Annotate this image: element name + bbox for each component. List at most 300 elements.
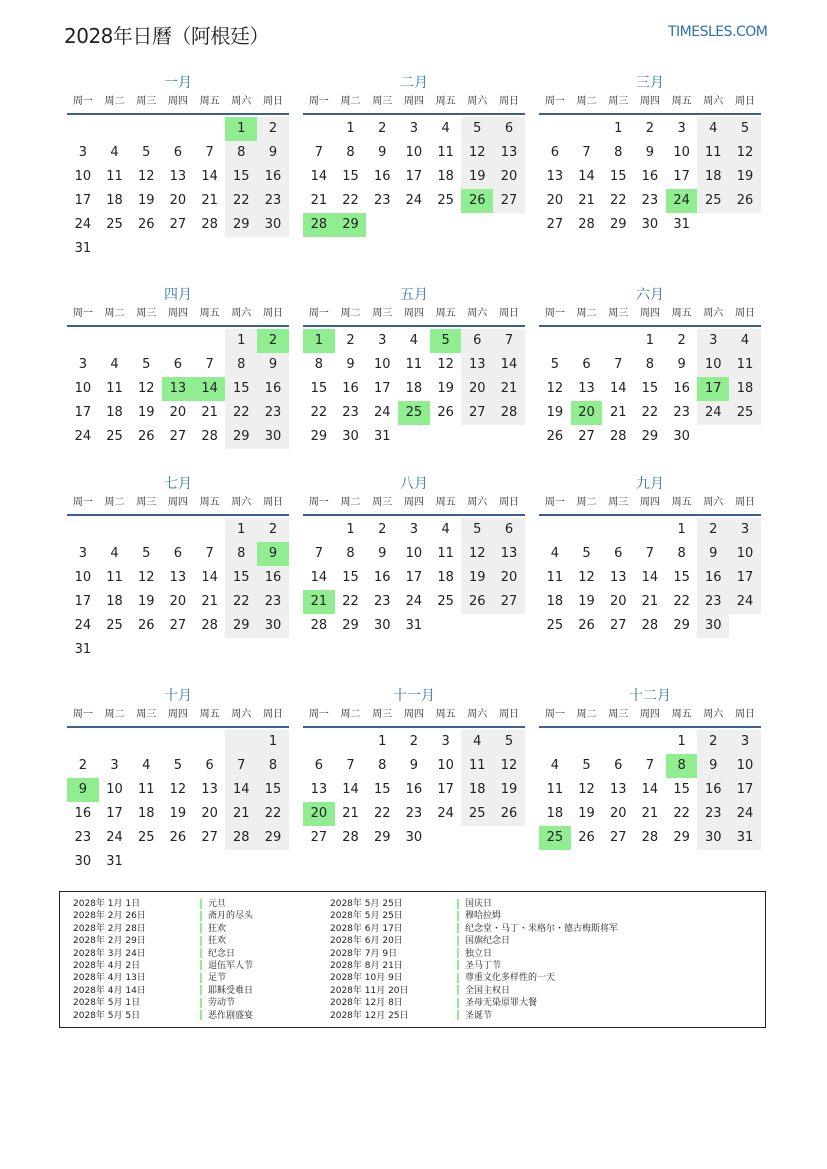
day-cell[interactable]: 30: [697, 826, 729, 850]
day-cell[interactable]: 10: [74, 169, 92, 184]
day-cell[interactable]: 2: [409, 734, 419, 749]
day-cell[interactable]: 27: [169, 618, 187, 633]
day-cell[interactable]: 5: [461, 117, 493, 141]
day-cell[interactable]: 17: [729, 566, 761, 590]
day-cell[interactable]: 22: [225, 189, 257, 213]
day-cell[interactable]: 3: [409, 522, 419, 537]
day-cell[interactable]: 2: [645, 121, 655, 136]
day-cell[interactable]: 26: [437, 405, 454, 420]
day-cell[interactable]: 3: [677, 121, 686, 136]
day-cell[interactable]: 30: [697, 614, 729, 638]
day-cell[interactable]: 24: [74, 217, 92, 232]
day-cell[interactable]: 12: [461, 141, 493, 165]
day-cell[interactable]: 29: [225, 213, 257, 237]
day-cell[interactable]: 20: [461, 377, 493, 401]
day-cell[interactable]: 25: [546, 618, 564, 633]
day-cell[interactable]: 26: [137, 217, 155, 232]
day-cell-holiday[interactable]: 29: [335, 213, 367, 237]
day-cell[interactable]: 18: [546, 806, 564, 821]
day-cell[interactable]: 12: [461, 542, 493, 566]
day-cell[interactable]: 28: [578, 217, 595, 232]
day-cell[interactable]: 31: [673, 217, 690, 232]
day-cell[interactable]: 31: [729, 826, 761, 850]
day-cell[interactable]: 15: [225, 165, 257, 189]
day-cell[interactable]: 6: [582, 357, 591, 372]
day-cell[interactable]: 3: [729, 518, 761, 542]
day-cell[interactable]: 27: [546, 217, 564, 232]
day-cell-holiday[interactable]: 5: [430, 329, 462, 353]
day-cell[interactable]: 28: [609, 429, 627, 444]
day-cell[interactable]: 29: [225, 614, 257, 638]
day-cell-holiday[interactable]: 1: [303, 329, 335, 353]
day-cell[interactable]: 2: [378, 121, 387, 136]
day-cell[interactable]: 28: [493, 401, 525, 425]
day-cell[interactable]: 23: [257, 590, 289, 614]
day-cell[interactable]: 12: [137, 169, 155, 184]
day-cell[interactable]: 23: [257, 401, 289, 425]
day-cell[interactable]: 18: [697, 165, 729, 189]
day-cell[interactable]: 23: [697, 802, 729, 826]
day-cell[interactable]: 31: [74, 642, 92, 657]
day-cell[interactable]: 14: [342, 782, 359, 797]
day-cell[interactable]: 29: [225, 425, 257, 449]
day-cell[interactable]: 22: [342, 193, 359, 208]
day-cell[interactable]: 10: [697, 353, 729, 377]
day-cell[interactable]: 4: [461, 730, 493, 754]
day-cell[interactable]: 11: [546, 570, 564, 585]
site-logo[interactable]: TIMESLES.COM: [668, 24, 768, 40]
day-cell-holiday[interactable]: 13: [162, 377, 194, 401]
day-cell[interactable]: 18: [729, 377, 761, 401]
day-cell[interactable]: 12: [578, 570, 595, 585]
day-cell[interactable]: 18: [437, 570, 454, 585]
day-cell[interactable]: 13: [609, 570, 627, 585]
day-cell[interactable]: 27: [609, 830, 627, 845]
day-cell[interactable]: 24: [373, 405, 391, 420]
day-cell[interactable]: 25: [437, 193, 454, 208]
day-cell[interactable]: 13: [493, 542, 525, 566]
day-cell[interactable]: 22: [673, 806, 690, 821]
day-cell[interactable]: 21: [201, 405, 218, 420]
day-cell[interactable]: 28: [310, 618, 328, 633]
day-cell[interactable]: 1: [346, 522, 355, 537]
day-cell[interactable]: 22: [373, 806, 391, 821]
day-cell[interactable]: 14: [578, 169, 595, 184]
day-cell[interactable]: 16: [697, 566, 729, 590]
day-cell[interactable]: 30: [405, 830, 423, 845]
day-cell[interactable]: 20: [169, 405, 187, 420]
day-cell[interactable]: 8: [346, 546, 355, 561]
day-cell[interactable]: 16: [257, 165, 289, 189]
day-cell[interactable]: 1: [614, 121, 623, 136]
day-cell[interactable]: 5: [142, 546, 151, 561]
day-cell[interactable]: 30: [342, 429, 359, 444]
day-cell[interactable]: 11: [137, 782, 155, 797]
day-cell[interactable]: 11: [106, 570, 123, 585]
day-cell-holiday[interactable]: 25: [398, 401, 430, 425]
day-cell[interactable]: 25: [106, 429, 123, 444]
day-cell[interactable]: 26: [137, 618, 155, 633]
day-cell[interactable]: 31: [106, 854, 123, 869]
day-cell[interactable]: 8: [614, 145, 623, 160]
day-cell[interactable]: 27: [201, 830, 218, 845]
day-cell[interactable]: 21: [310, 193, 328, 208]
day-cell[interactable]: 7: [314, 145, 323, 160]
day-cell[interactable]: 26: [169, 830, 187, 845]
day-cell[interactable]: 7: [614, 357, 623, 372]
day-cell[interactable]: 24: [405, 594, 423, 609]
day-cell-holiday[interactable]: 26: [461, 189, 493, 213]
day-cell[interactable]: 12: [169, 782, 187, 797]
day-cell[interactable]: 18: [106, 193, 123, 208]
day-cell[interactable]: 22: [257, 802, 289, 826]
day-cell[interactable]: 11: [697, 141, 729, 165]
day-cell[interactable]: 8: [645, 357, 655, 372]
day-cell[interactable]: 25: [437, 594, 454, 609]
day-cell[interactable]: 10: [373, 357, 391, 372]
day-cell[interactable]: 15: [342, 169, 359, 184]
day-cell[interactable]: 11: [461, 754, 493, 778]
day-cell[interactable]: 16: [342, 381, 359, 396]
day-cell[interactable]: 8: [225, 141, 257, 165]
day-cell[interactable]: 3: [110, 758, 119, 773]
day-cell[interactable]: 27: [169, 217, 187, 232]
day-cell[interactable]: 8: [346, 145, 355, 160]
day-cell[interactable]: 7: [645, 758, 655, 773]
day-cell[interactable]: 18: [106, 594, 123, 609]
day-cell[interactable]: 13: [169, 169, 187, 184]
day-cell[interactable]: 28: [342, 830, 359, 845]
day-cell[interactable]: 10: [729, 754, 761, 778]
day-cell[interactable]: 9: [378, 546, 387, 561]
day-cell[interactable]: 23: [257, 189, 289, 213]
day-cell[interactable]: 5: [582, 758, 591, 773]
day-cell[interactable]: 28: [201, 217, 218, 232]
day-cell[interactable]: 6: [173, 357, 183, 372]
day-cell[interactable]: 16: [673, 381, 690, 396]
day-cell[interactable]: 26: [137, 429, 155, 444]
day-cell[interactable]: 24: [74, 618, 92, 633]
day-cell[interactable]: 27: [493, 590, 525, 614]
day-cell[interactable]: 5: [142, 145, 151, 160]
day-cell[interactable]: 7: [493, 329, 525, 353]
day-cell[interactable]: 14: [493, 353, 525, 377]
day-cell[interactable]: 7: [582, 145, 591, 160]
day-cell[interactable]: 1: [225, 518, 257, 542]
day-cell[interactable]: 20: [493, 566, 525, 590]
day-cell[interactable]: 3: [697, 329, 729, 353]
day-cell[interactable]: 21: [641, 594, 659, 609]
day-cell[interactable]: 17: [74, 594, 92, 609]
day-cell[interactable]: 21: [578, 193, 595, 208]
day-cell[interactable]: 24: [729, 802, 761, 826]
day-cell[interactable]: 11: [437, 546, 454, 561]
day-cell[interactable]: 31: [405, 618, 423, 633]
day-cell[interactable]: 11: [729, 353, 761, 377]
day-cell[interactable]: 4: [441, 121, 450, 136]
day-cell[interactable]: 31: [74, 241, 92, 256]
day-cell[interactable]: 21: [493, 377, 525, 401]
day-cell[interactable]: 10: [405, 546, 423, 561]
day-cell[interactable]: 29: [641, 429, 659, 444]
day-cell[interactable]: 2: [697, 730, 729, 754]
day-cell[interactable]: 28: [201, 618, 218, 633]
day-cell[interactable]: 6: [173, 145, 183, 160]
day-cell[interactable]: 28: [641, 830, 659, 845]
day-cell[interactable]: 30: [373, 618, 391, 633]
day-cell[interactable]: 16: [641, 169, 659, 184]
day-cell[interactable]: 15: [673, 570, 690, 585]
day-cell[interactable]: 14: [641, 570, 659, 585]
day-cell[interactable]: 12: [729, 141, 761, 165]
day-cell[interactable]: 7: [205, 357, 214, 372]
day-cell[interactable]: 6: [614, 546, 623, 561]
day-cell[interactable]: 25: [106, 618, 123, 633]
day-cell[interactable]: 7: [645, 546, 655, 561]
day-cell[interactable]: 3: [78, 357, 87, 372]
day-cell[interactable]: 29: [310, 429, 328, 444]
day-cell[interactable]: 30: [257, 425, 289, 449]
day-cell[interactable]: 7: [346, 758, 355, 773]
day-cell[interactable]: 15: [342, 570, 359, 585]
day-cell[interactable]: 5: [729, 117, 761, 141]
day-cell[interactable]: 4: [441, 522, 450, 537]
day-cell-holiday[interactable]: 2: [257, 329, 289, 353]
day-cell[interactable]: 27: [169, 429, 187, 444]
day-cell[interactable]: 10: [437, 758, 454, 773]
day-cell[interactable]: 25: [137, 830, 155, 845]
day-cell[interactable]: 19: [461, 566, 493, 590]
day-cell[interactable]: 3: [441, 734, 450, 749]
day-cell[interactable]: 17: [673, 169, 690, 184]
day-cell[interactable]: 15: [257, 778, 289, 802]
day-cell[interactable]: 6: [550, 145, 559, 160]
day-cell[interactable]: 24: [405, 193, 423, 208]
day-cell[interactable]: 20: [493, 165, 525, 189]
day-cell[interactable]: 19: [169, 806, 187, 821]
day-cell[interactable]: 6: [314, 758, 323, 773]
day-cell[interactable]: 2: [346, 333, 355, 348]
day-cell[interactable]: 30: [641, 217, 659, 232]
day-cell[interactable]: 16: [405, 782, 423, 797]
day-cell[interactable]: 21: [201, 594, 218, 609]
day-cell[interactable]: 14: [641, 782, 659, 797]
day-cell[interactable]: 24: [106, 830, 123, 845]
day-cell[interactable]: 17: [74, 405, 92, 420]
day-cell[interactable]: 14: [201, 570, 218, 585]
day-cell[interactable]: 10: [405, 145, 423, 160]
day-cell[interactable]: 1: [677, 734, 686, 749]
day-cell[interactable]: 4: [697, 117, 729, 141]
day-cell[interactable]: 4: [142, 758, 151, 773]
day-cell[interactable]: 15: [373, 782, 391, 797]
day-cell[interactable]: 8: [225, 542, 257, 566]
day-cell[interactable]: 26: [461, 590, 493, 614]
day-cell[interactable]: 13: [578, 381, 595, 396]
day-cell[interactable]: 4: [409, 333, 419, 348]
day-cell[interactable]: 25: [697, 189, 729, 213]
day-cell[interactable]: 23: [405, 806, 423, 821]
day-cell[interactable]: 12: [437, 357, 454, 372]
day-cell[interactable]: 5: [173, 758, 183, 773]
day-cell[interactable]: 21: [225, 802, 257, 826]
day-cell[interactable]: 12: [578, 782, 595, 797]
day-cell[interactable]: 19: [493, 778, 525, 802]
day-cell[interactable]: 10: [74, 381, 92, 396]
day-cell-holiday[interactable]: 14: [194, 377, 226, 401]
day-cell[interactable]: 3: [378, 333, 387, 348]
day-cell-holiday[interactable]: 9: [257, 542, 289, 566]
day-cell[interactable]: 19: [578, 806, 595, 821]
day-cell[interactable]: 16: [257, 377, 289, 401]
day-cell[interactable]: 15: [609, 169, 627, 184]
day-cell[interactable]: 13: [546, 169, 564, 184]
day-cell[interactable]: 9: [677, 357, 686, 372]
day-cell[interactable]: 9: [697, 542, 729, 566]
day-cell[interactable]: 28: [201, 429, 218, 444]
day-cell[interactable]: 15: [225, 566, 257, 590]
day-cell[interactable]: 2: [378, 522, 387, 537]
day-cell[interactable]: 13: [609, 782, 627, 797]
day-cell[interactable]: 15: [225, 377, 257, 401]
day-cell[interactable]: 28: [225, 826, 257, 850]
day-cell[interactable]: 4: [550, 546, 559, 561]
day-cell[interactable]: 7: [205, 145, 214, 160]
day-cell[interactable]: 1: [378, 734, 387, 749]
day-cell[interactable]: 20: [201, 806, 218, 821]
day-cell[interactable]: 14: [310, 169, 328, 184]
day-cell[interactable]: 24: [437, 806, 454, 821]
day-cell[interactable]: 11: [437, 145, 454, 160]
day-cell[interactable]: 22: [310, 405, 328, 420]
day-cell[interactable]: 23: [697, 590, 729, 614]
day-cell[interactable]: 19: [137, 405, 155, 420]
day-cell[interactable]: 9: [409, 758, 419, 773]
day-cell[interactable]: 2: [697, 518, 729, 542]
day-cell[interactable]: 5: [142, 357, 151, 372]
day-cell[interactable]: 8: [314, 357, 323, 372]
day-cell[interactable]: 3: [78, 546, 87, 561]
day-cell[interactable]: 25: [461, 802, 493, 826]
day-cell[interactable]: 1: [346, 121, 355, 136]
day-cell[interactable]: 30: [257, 213, 289, 237]
day-cell[interactable]: 9: [257, 353, 289, 377]
day-cell[interactable]: 21: [342, 806, 359, 821]
day-cell[interactable]: 9: [697, 754, 729, 778]
day-cell[interactable]: 8: [378, 758, 387, 773]
day-cell[interactable]: 10: [673, 145, 690, 160]
day-cell[interactable]: 16: [74, 806, 92, 821]
day-cell[interactable]: 5: [550, 357, 559, 372]
day-cell[interactable]: 4: [110, 546, 119, 561]
day-cell[interactable]: 16: [697, 778, 729, 802]
day-cell[interactable]: 22: [609, 193, 627, 208]
day-cell[interactable]: 29: [373, 830, 391, 845]
day-cell[interactable]: 8: [225, 353, 257, 377]
day-cell[interactable]: 22: [225, 401, 257, 425]
day-cell[interactable]: 10: [74, 570, 92, 585]
day-cell[interactable]: 23: [74, 830, 92, 845]
day-cell-holiday[interactable]: 20: [303, 802, 335, 826]
day-cell[interactable]: 9: [378, 145, 387, 160]
day-cell[interactable]: 16: [373, 570, 391, 585]
day-cell[interactable]: 19: [137, 594, 155, 609]
day-cell[interactable]: 26: [578, 830, 595, 845]
day-cell[interactable]: 5: [582, 546, 591, 561]
day-cell[interactable]: 27: [310, 830, 328, 845]
day-cell[interactable]: 9: [257, 141, 289, 165]
day-cell[interactable]: 1: [645, 333, 655, 348]
day-cell[interactable]: 18: [137, 806, 155, 821]
day-cell[interactable]: 25: [729, 401, 761, 425]
day-cell[interactable]: 8: [677, 546, 686, 561]
day-cell[interactable]: 3: [409, 121, 419, 136]
day-cell[interactable]: 23: [641, 193, 659, 208]
day-cell[interactable]: 17: [729, 778, 761, 802]
day-cell[interactable]: 20: [546, 193, 564, 208]
day-cell[interactable]: 6: [173, 546, 183, 561]
day-cell[interactable]: 6: [493, 518, 525, 542]
day-cell[interactable]: 2: [677, 333, 686, 348]
day-cell[interactable]: 6: [461, 329, 493, 353]
day-cell[interactable]: 22: [673, 594, 690, 609]
day-cell[interactable]: 7: [225, 754, 257, 778]
day-cell[interactable]: 2: [257, 117, 289, 141]
day-cell[interactable]: 21: [641, 806, 659, 821]
day-cell[interactable]: 15: [310, 381, 328, 396]
day-cell[interactable]: 11: [405, 357, 423, 372]
day-cell-holiday[interactable]: 24: [666, 189, 698, 213]
day-cell[interactable]: 14: [225, 778, 257, 802]
day-cell[interactable]: 21: [609, 405, 627, 420]
day-cell[interactable]: 10: [729, 542, 761, 566]
day-cell[interactable]: 23: [373, 193, 391, 208]
day-cell[interactable]: 9: [346, 357, 355, 372]
day-cell[interactable]: 14: [310, 570, 328, 585]
day-cell[interactable]: 19: [578, 594, 595, 609]
day-cell[interactable]: 29: [673, 618, 690, 633]
day-cell[interactable]: 27: [461, 401, 493, 425]
day-cell[interactable]: 19: [546, 405, 564, 420]
day-cell[interactable]: 8: [257, 754, 289, 778]
day-cell[interactable]: 6: [205, 758, 214, 773]
day-cell[interactable]: 24: [697, 401, 729, 425]
day-cell[interactable]: 10: [106, 782, 123, 797]
day-cell[interactable]: 4: [110, 357, 119, 372]
day-cell[interactable]: 26: [729, 189, 761, 213]
day-cell[interactable]: 22: [342, 594, 359, 609]
day-cell[interactable]: 13: [493, 141, 525, 165]
day-cell[interactable]: 20: [169, 594, 187, 609]
day-cell[interactable]: 17: [405, 570, 423, 585]
day-cell[interactable]: 1: [225, 329, 257, 353]
day-cell[interactable]: 18: [106, 405, 123, 420]
day-cell[interactable]: 20: [609, 594, 627, 609]
day-cell[interactable]: 22: [225, 590, 257, 614]
day-cell[interactable]: 26: [546, 429, 564, 444]
day-cell[interactable]: 2: [78, 758, 87, 773]
day-cell[interactable]: 13: [201, 782, 218, 797]
day-cell[interactable]: 20: [609, 806, 627, 821]
day-cell[interactable]: 7: [205, 546, 214, 561]
day-cell[interactable]: 17: [74, 193, 92, 208]
day-cell[interactable]: 18: [405, 381, 423, 396]
day-cell[interactable]: 4: [110, 145, 119, 160]
day-cell[interactable]: 13: [310, 782, 328, 797]
day-cell[interactable]: 6: [493, 117, 525, 141]
day-cell[interactable]: 23: [373, 594, 391, 609]
day-cell[interactable]: 27: [609, 618, 627, 633]
